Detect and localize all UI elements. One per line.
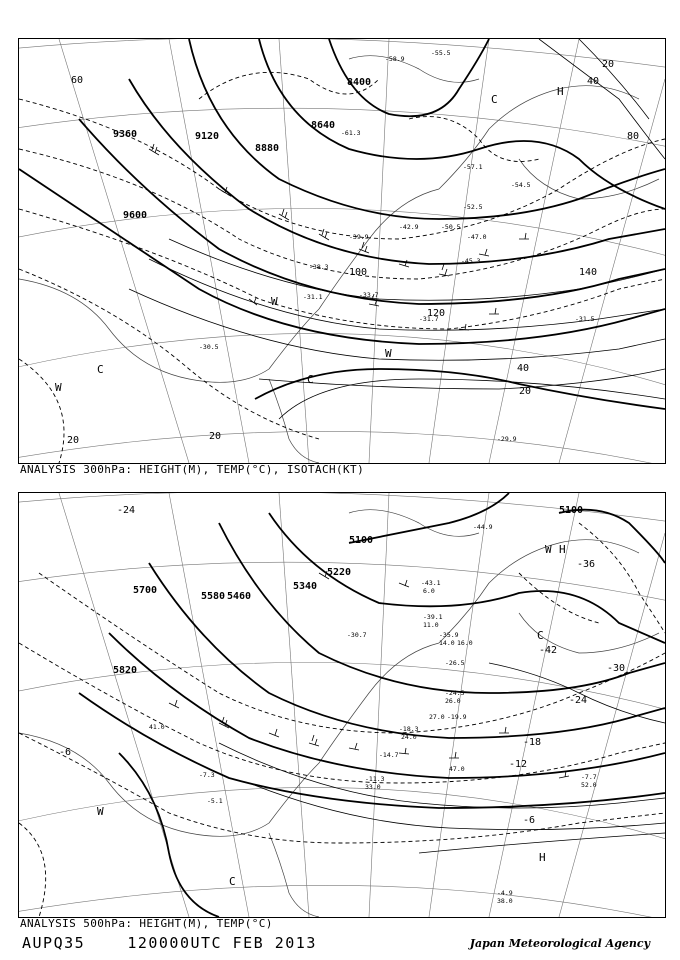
temperature-value: -31.7 — [419, 315, 439, 323]
isotach-label: 40 — [517, 363, 530, 374]
height-label: 5220 — [327, 567, 352, 578]
temperature-value: -58.9 — [385, 55, 405, 63]
observation-temp: -43.1 — [421, 579, 441, 587]
warm-center-marker: W — [385, 347, 392, 360]
temperature-label: -6 — [523, 815, 536, 826]
temperature-label: -6 — [59, 747, 72, 758]
observation-dewpoint: 47.0 — [449, 765, 465, 773]
temperature-label: -24 — [569, 695, 588, 706]
temperature-value: -31.5 — [575, 315, 595, 323]
temperature-label: -24 — [117, 505, 136, 516]
isotach-label: 20 — [602, 59, 615, 70]
height-label: 5340 — [293, 581, 318, 592]
temperature-value: -54.5 — [511, 181, 531, 189]
temperature-value: -57.1 — [463, 163, 483, 171]
caption-500hpa: ANALYSIS 500hPa: HEIGHT(M), TEMP(°C) — [20, 917, 273, 930]
isotach-label: 40 — [587, 76, 600, 87]
temperature-label: -18 — [523, 737, 542, 748]
temperature-label: -42 — [539, 645, 558, 656]
isotach-label: 20 — [67, 435, 80, 446]
observation-temp: -30.7 — [347, 631, 367, 639]
observation-temp: -18.3 — [399, 725, 419, 733]
height-label: 5820 — [113, 665, 138, 676]
temperature-value: -55.5 — [431, 49, 451, 57]
temperature-value: -61.3 — [341, 129, 361, 137]
observation-temp: -19.9 — [447, 713, 467, 721]
temperature-value: -31.1 — [303, 293, 323, 301]
observation-dewpoint: 27.0 — [429, 713, 445, 721]
height-label: 5580 — [201, 591, 226, 602]
observation-dewpoint: 41.0 — [149, 723, 165, 731]
observation-dewpoint: 52.0 — [581, 781, 597, 789]
observation-dewpoint: 14.0 — [439, 639, 455, 647]
temperature-label: -12 — [509, 759, 528, 770]
isotach-label: 80 — [627, 131, 640, 142]
map-300hpa-svg — [19, 39, 665, 463]
observation-dewpoint: 26.0 — [445, 697, 461, 705]
height-label: 8880 — [255, 143, 280, 154]
isotach-label: 120 — [427, 308, 446, 319]
temperature-value: -30.5 — [199, 343, 219, 351]
warm-center-marker: W — [545, 543, 552, 556]
height-label: 5460 — [227, 591, 252, 602]
chart-code: AUPQ35 — [22, 934, 86, 952]
height-label-group — [113, 505, 583, 676]
high-center-marker: H — [559, 543, 566, 556]
observation-temp: -11.3 — [365, 775, 385, 783]
temperature-value: -33.7 — [359, 291, 379, 299]
observation-temp: -7.3 — [199, 771, 215, 779]
observation-temp: -44.9 — [473, 523, 493, 531]
observation-dewpoint: 11.0 — [423, 621, 439, 629]
isotach-label: 60 — [71, 75, 84, 86]
observation-temp: -7.7 — [581, 773, 597, 781]
isotach-label: 140 — [579, 267, 598, 278]
warm-center-marker: W — [97, 805, 104, 818]
cold-center-marker: C — [537, 629, 544, 642]
caption-300hpa: ANALYSIS 300hPa: HEIGHT(M), TEMP(°C), ISOTACH(KT) — [20, 463, 365, 476]
cold-center-marker: C — [97, 363, 104, 376]
height-label: 9360 — [113, 129, 138, 140]
valid-time: 120000UTC FEB 2013 — [127, 934, 317, 952]
isotach-label: 20 — [519, 386, 532, 397]
cold-center-marker: C — [229, 875, 236, 888]
temperature-label: -30 — [607, 663, 626, 674]
height-label: 5100 — [559, 505, 584, 516]
map-panel-500hpa — [18, 492, 666, 918]
temperature-value: -47.0 — [467, 233, 487, 241]
height-contours — [19, 39, 665, 344]
height-label: 8400 — [347, 77, 372, 88]
observation-temp: -4.9 — [497, 889, 513, 897]
high-center-marker: H — [557, 85, 564, 98]
height-label-group — [113, 77, 371, 221]
observation-temp: -35.9 — [439, 631, 459, 639]
pressure-center-group — [97, 543, 566, 888]
observation-temp: -24.5 — [445, 689, 465, 697]
observation-temp: -39.1 — [423, 613, 443, 621]
chart-id-line — [22, 934, 317, 952]
agency-name: Japan Meteorological Agency — [469, 937, 650, 950]
observation-value-group — [149, 523, 597, 905]
observation-dewpoint: 6.0 — [423, 587, 435, 595]
temperature-value: -45.3 — [461, 257, 481, 265]
temperature-value: -29.9 — [497, 435, 517, 443]
cold-center-marker: C — [491, 93, 498, 106]
temperature-value: -52.5 — [463, 203, 483, 211]
observation-temp: -5.1 — [207, 797, 223, 805]
isotach-label: 100 — [349, 267, 368, 278]
isotach-label: 20 — [209, 431, 222, 442]
height-label: 5700 — [133, 585, 158, 596]
warm-center-marker: W — [271, 295, 278, 308]
temperature-label: -36 — [577, 559, 596, 570]
temperature-value: -39.9 — [349, 233, 369, 241]
temperature-value: -42.9 — [399, 223, 419, 231]
map-500hpa-svg — [19, 493, 665, 917]
coastlines — [19, 56, 659, 463]
observation-temp: -14.7 — [379, 751, 399, 759]
observation-dewpoint: 38.0 — [497, 897, 513, 905]
isotherms-dashed — [19, 523, 665, 917]
height-label: 8640 — [311, 120, 336, 131]
height-label: 9600 — [123, 210, 148, 221]
temperature-value: -38.3 — [309, 263, 329, 271]
high-center-marker: H — [539, 851, 546, 864]
temperature-value: -50.5 — [441, 223, 461, 231]
observation-temp: -26.5 — [445, 659, 465, 667]
observation-dewpoint: 24.0 — [401, 733, 417, 741]
warm-center-marker: W — [55, 381, 62, 394]
height-label: 5100 — [349, 535, 374, 546]
observation-dewpoint: 33.0 — [365, 783, 381, 791]
cold-center-marker: C — [307, 373, 314, 386]
map-panel-300hpa — [18, 38, 666, 464]
height-label: 9120 — [195, 131, 220, 142]
observation-dewpoint: 16.0 — [457, 639, 473, 647]
